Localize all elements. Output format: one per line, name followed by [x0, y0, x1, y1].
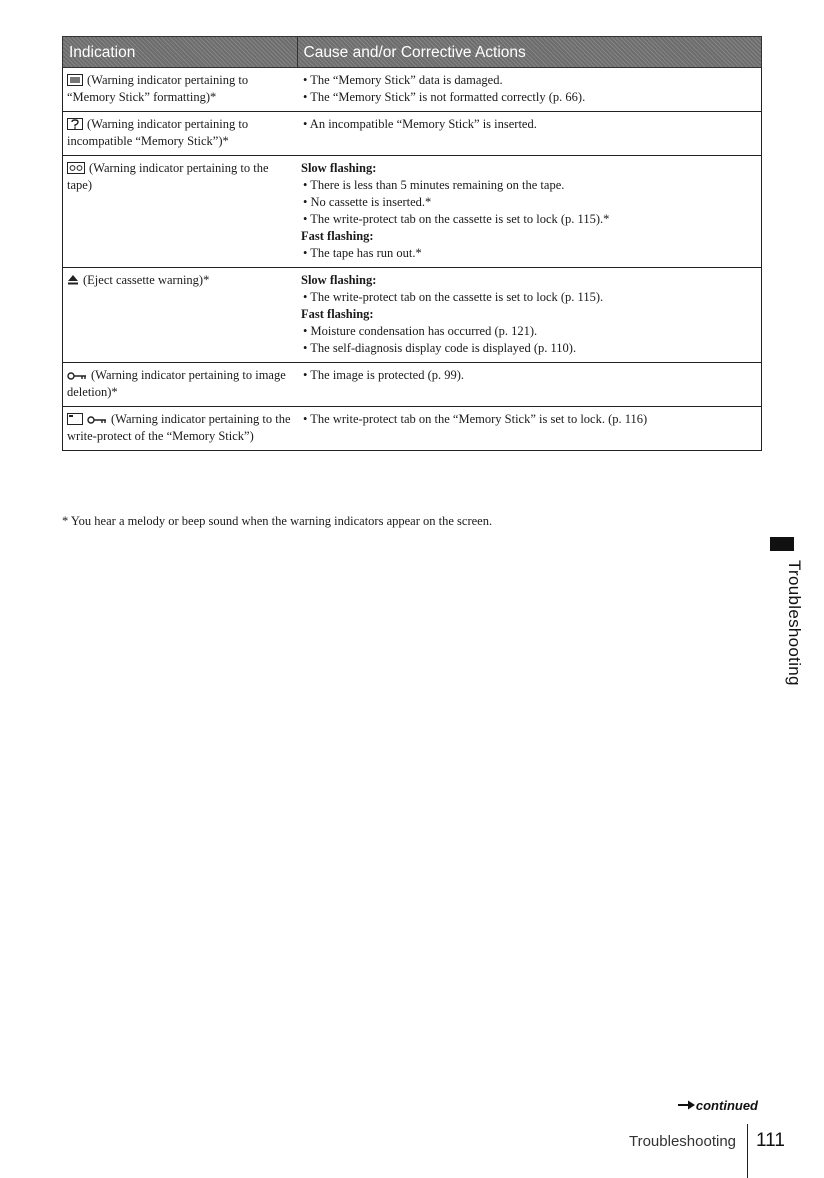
memory-stick-icon: [67, 413, 83, 425]
side-section-label: Troubleshooting: [785, 560, 804, 686]
indication-cell: [63, 156, 298, 268]
tape-warning-icon: [67, 162, 85, 174]
cause-cell: [297, 268, 762, 363]
footnote: * You hear a melody or beep sound when the warning indicators appear on the screen.: [62, 514, 493, 528]
slow-flashing-label: Slow flashing:: [301, 161, 377, 175]
cause-line: • There is less than 5 minutes remaining on the tape.: [303, 178, 565, 192]
table-row: [63, 68, 762, 112]
cause-cell: [297, 112, 762, 156]
footer-section-name: Troubleshooting: [628, 1133, 736, 1150]
cause-cell: [297, 68, 762, 112]
cause-cell: [297, 363, 762, 407]
cause-line: • The write-protect tab on the cassette is set to lock (p. 115).: [303, 290, 604, 304]
cause-line: • Moisture condensation has occurred (p. 121).: [303, 324, 538, 338]
indication-cell: [63, 68, 298, 112]
table-row: [63, 363, 762, 407]
indication-cell: [63, 112, 298, 156]
cause-line: • The “Memory Stick” data is damaged.: [303, 73, 503, 87]
indication-cell: [63, 268, 298, 363]
cause-line: • The write-protect tab on the cassette is set to lock (p. 115).*: [303, 212, 610, 226]
indication-text: (Warning indicator pertaining to the tape): [67, 161, 269, 192]
fast-flashing-label: Fast flashing:: [301, 229, 374, 243]
cause-cell: [297, 156, 762, 268]
indication-text: (Warning indicator pertaining to image deletion)*: [67, 368, 286, 399]
key-protect-icon: [67, 371, 87, 381]
header-indication: Indication: [63, 37, 298, 68]
continued-arrow-icon: [678, 1100, 696, 1110]
memory-stick-format-warning-icon: [67, 74, 83, 86]
troubleshooting-table: [62, 36, 762, 451]
table-row: [63, 407, 762, 451]
indication-cell: [63, 363, 298, 407]
indication-text: (Warning indicator pertaining to the write-protect of the “Memory Stick”): [67, 412, 291, 443]
continued-text: continued: [695, 1098, 758, 1113]
memory-stick-incompatible-icon: [67, 118, 83, 130]
footer-divider: [747, 1124, 748, 1178]
table-row: [63, 112, 762, 156]
cause-line: • The tape has run out.*: [303, 246, 422, 260]
header-cause: Cause and/or Corrective Actions: [297, 37, 762, 68]
indication-text: (Eject cassette warning)*: [83, 273, 210, 287]
key-protect-icon: [87, 415, 107, 425]
indication-text: (Warning indicator pertaining to “Memory Stick” formatting)*: [67, 73, 249, 104]
fast-flashing-label: Fast flashing:: [301, 307, 374, 321]
page-number: 111: [756, 1130, 785, 1151]
table-row: [63, 268, 762, 363]
cause-line: • The image is protected (p. 99).: [303, 368, 465, 382]
section-tab-marker: [770, 537, 794, 551]
indication-text: (Warning indicator pertaining to incompatible “Memory Stick”)*: [67, 117, 249, 148]
cause-line: • The “Memory Stick” is not formatted correctly (p. 66).: [303, 90, 586, 104]
cause-line: • An incompatible “Memory Stick” is inserted.: [303, 117, 537, 131]
cause-line: • No cassette is inserted.*: [303, 195, 432, 209]
indication-cell: [63, 407, 298, 451]
cause-line: • The write-protect tab on the “Memory Stick” is set to lock. (p. 116): [303, 412, 648, 426]
continued-note: [678, 1098, 758, 1113]
table-row: [63, 156, 762, 268]
slow-flashing-label: Slow flashing:: [301, 273, 377, 287]
table-header-row: [63, 37, 762, 68]
cause-cell: [297, 407, 762, 451]
cause-line: • The self-diagnosis display code is displayed (p. 110).: [303, 341, 577, 355]
eject-icon: [67, 274, 79, 286]
